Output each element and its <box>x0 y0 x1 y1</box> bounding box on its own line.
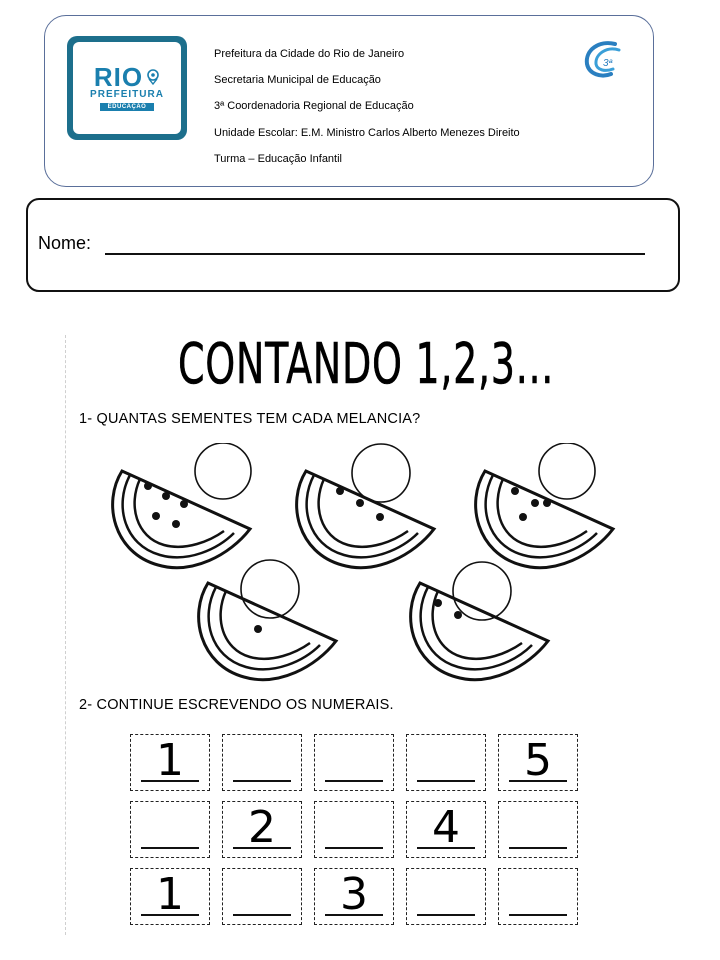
question-1: 1- QUANTAS SEMENTES TEM CADA MELANCIA? <box>79 411 421 427</box>
number-cell[interactable] <box>130 868 210 925</box>
name-writing-line[interactable] <box>105 253 645 255</box>
cell-digit: 4 <box>432 802 460 853</box>
seeds <box>434 599 462 619</box>
answer-circle[interactable] <box>352 444 410 502</box>
number-cell[interactable] <box>314 734 394 791</box>
header-info <box>214 41 520 172</box>
margin-guide <box>65 335 66 935</box>
number-cell[interactable] <box>222 868 302 925</box>
cell-digit: 1 <box>156 869 184 920</box>
cre-logo-icon <box>581 38 629 82</box>
logo-prefeitura-text: PREFEITURA <box>90 89 164 100</box>
watermelon-5 <box>398 555 558 695</box>
name-field-box[interactable] <box>26 198 680 292</box>
number-cell[interactable] <box>222 734 302 791</box>
number-cell[interactable] <box>498 801 578 858</box>
number-cell[interactable] <box>498 734 578 791</box>
watermelon-icon <box>411 583 548 680</box>
cell-digit: 1 <box>156 735 184 786</box>
watermelon-icon <box>476 471 613 568</box>
watermelon-icon <box>113 471 250 568</box>
number-cell[interactable] <box>314 868 394 925</box>
number-cell[interactable] <box>406 734 486 791</box>
worksheet-title: CONTANDO 1,2,3... <box>178 332 555 397</box>
header-line-secretaria: Secretaria Municipal de Educação <box>214 74 381 87</box>
logo-educacao-text: EDUCAÇÃO <box>100 103 155 111</box>
answer-circle[interactable] <box>195 443 251 499</box>
header-line-coordenadoria: 3ª Coordenadoria Regional de Educação <box>214 100 414 113</box>
header-line-prefeitura: Prefeitura da Cidade do Rio de Janeiro <box>214 48 405 60</box>
cre-badge-text: 3ª <box>603 58 613 69</box>
answer-circle[interactable] <box>241 560 299 618</box>
answer-circle[interactable] <box>539 443 595 499</box>
number-cell[interactable] <box>314 801 394 858</box>
seeds <box>144 482 188 528</box>
rio-prefeitura-logo <box>67 36 187 140</box>
watermelon-icon <box>199 583 336 680</box>
cell-digit: 3 <box>340 869 368 920</box>
watermelon-icon <box>297 471 434 568</box>
number-cell[interactable] <box>406 801 486 858</box>
number-cell[interactable] <box>498 868 578 925</box>
logo-rio-text: RIO <box>93 62 144 92</box>
number-cell[interactable] <box>222 801 302 858</box>
number-cell[interactable] <box>130 801 210 858</box>
question-2: 2- CONTINUE ESCREVENDO OS NUMERAIS. <box>79 697 394 713</box>
name-label: Nome: <box>38 233 92 253</box>
number-cell[interactable] <box>130 734 210 791</box>
header-line-unidade: Unidade Escolar: E.M. Ministro Carlos Alberto Menezes Direito <box>214 126 520 139</box>
cell-digit: 2 <box>248 802 276 853</box>
watermelon-4 <box>186 555 346 695</box>
school-header <box>44 15 654 187</box>
number-writing-grid <box>130 734 582 930</box>
seeds <box>254 625 262 633</box>
cell-digit: 5 <box>524 735 552 786</box>
coat-of-arms-icon <box>146 69 160 85</box>
header-line-turma: Turma – Educação Infantil <box>214 152 342 165</box>
number-cell[interactable] <box>406 868 486 925</box>
